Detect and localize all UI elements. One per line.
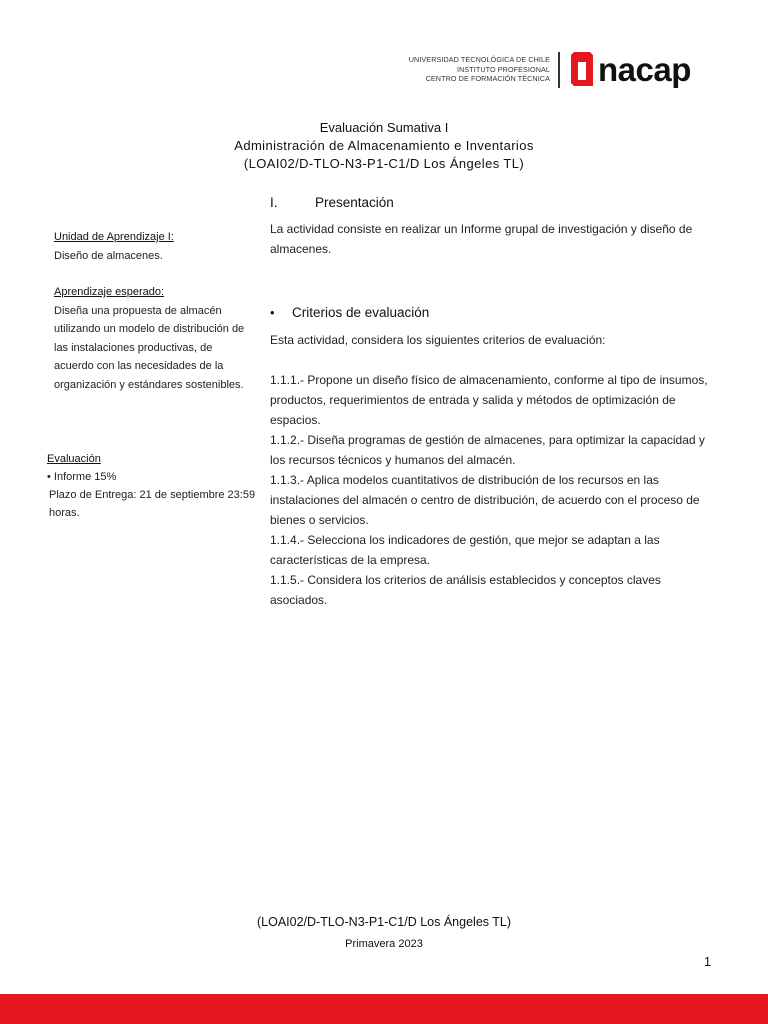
institution-line-1: UNIVERSIDAD TECNOLÓGICA DE CHILE <box>408 55 550 64</box>
logo-wordmark: nacap <box>598 51 691 88</box>
section-title: Presentación <box>315 195 394 210</box>
criteria-heading: Criterios de evaluación <box>292 305 430 320</box>
bullet-icon: • <box>270 305 275 320</box>
institution-line-2: INSTITUTO PROFESIONAL <box>456 64 550 74</box>
evaluation-deadline: Plazo de Entrega: 21 de septiembre 23:59 horas. <box>49 489 256 519</box>
inacap-logo-icon <box>571 52 593 86</box>
learning-unit <box>54 228 254 265</box>
learning-outcome <box>54 283 254 394</box>
logo-divider <box>558 52 560 88</box>
criteria-intro: Esta actividad, considera los siguientes criterios de evaluación: <box>270 333 606 347</box>
evaluation-heading: Evaluación <box>47 453 101 465</box>
learning-outcome-heading: Aprendizaje esperado: <box>54 286 165 298</box>
evaluation-weight-text: Informe 15% <box>53 471 117 483</box>
footer-brand-band <box>0 994 768 1024</box>
footer-course-code: (LOAI02/D-TLO-N3-P1-C1/D Los Ángeles TL) <box>256 915 512 929</box>
institution-line-3: CENTRO DE FORMACIÓN TÉCNICA <box>425 74 550 84</box>
criterion-item: 1.1.4.- Selecciona los indicadores de gestión, que mejor se adaptan a las características de la empresa. <box>270 533 660 567</box>
evaluation-info <box>47 450 257 522</box>
criteria-list <box>270 370 715 610</box>
course-name: Administración de Almacenamiento e Inventarios <box>234 138 534 153</box>
criterion-item: 1.1.2.- Diseña programas de gestión de almacenes, para optimizar la capacidad y los recursos técnicos y humanos del almacén. <box>270 433 705 467</box>
institution-lines <box>409 55 550 84</box>
course-code: (LOAI02/D-TLO-N3-P1-C1/D Los Ángeles TL) <box>243 156 525 171</box>
intro-paragraph: La actividad consiste en realizar un Informe grupal de investigación y diseño de almacenes. <box>270 222 693 256</box>
document-title: Evaluación Sumativa I <box>319 120 449 135</box>
bullet-icon: • <box>47 471 54 483</box>
learning-unit-heading: Unidad de Aprendizaje I: <box>54 231 174 243</box>
learning-unit-value: Diseño de almacenes. <box>54 249 163 262</box>
evaluation-weight <box>47 468 257 486</box>
criterion-item: 1.1.3.- Aplica modelos cuantitativos de distribución de los recursos en las instalaciones del almacén o centro de distribución, de acuerdo con el proceso de bienes o servicios. <box>270 473 700 527</box>
learning-outcome-value: Diseña una propuesta de almacén utilizando un modelo de distribución de las instalaciones productivas, de acuerdo con las necesidades de la organización y estándares sostenibles. <box>54 304 245 391</box>
page-number: 1 <box>704 955 711 969</box>
criterion-item: 1.1.1.- Propone un diseño físico de almacenamiento, conforme al tipo de insumos, productos, requerimientos de entrada y salida y métodos de optimización de espacios. <box>270 373 708 427</box>
footer-season: Primavera 2023 <box>345 938 423 950</box>
criterion-item: 1.1.5.- Considera los criterios de análisis establecidos y conceptos claves asociados. <box>270 573 661 607</box>
section-number: I. <box>270 195 278 210</box>
